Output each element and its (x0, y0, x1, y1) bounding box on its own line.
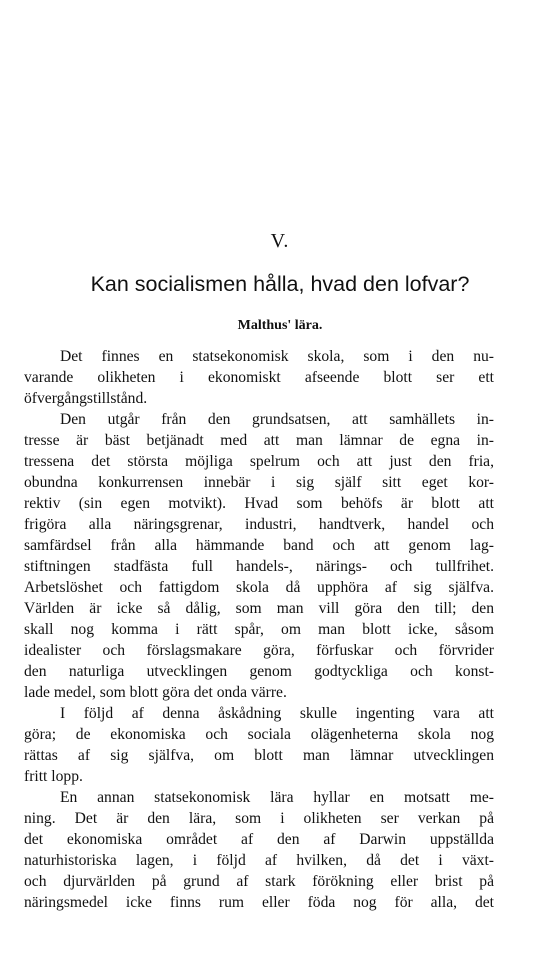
text-line: stiftningen stadfästa full handels-, närings- och tullfrihet. (24, 558, 494, 575)
text-line: ning. Det är den lära, som i olikheten ser verkan på (24, 810, 494, 827)
text-line: Det finnes en statsekonomisk skola, som i den nu- (60, 348, 494, 365)
text-line: tresse är bäst betjänadt med att man lämnar de egna in- (24, 432, 494, 449)
text-line: Världen är icke så dålig, som man vill göra den till; den (24, 600, 494, 617)
text-line: Den utgår från den grundsatsen, att samhällets in- (60, 411, 494, 428)
chapter-title: Kan socialismen hålla, hvad den lofvar? (90, 272, 470, 296)
section-heading: Malthus' lära. (237, 318, 323, 333)
text-line: naturhistoriska lagen, i följd af hvilken, då det i växt- (24, 852, 494, 869)
text-line: frigöra alla näringsgrenar, industri, handtverk, handel och (24, 516, 494, 533)
text-line: En annan statsekonomisk lära hyllar en motsatt me- (60, 789, 494, 806)
text-line: tressena det största möjliga spelrum och att just den fria, (24, 453, 494, 470)
body-text (24, 346, 494, 913)
text-line: den naturliga utvecklingen genom godtyckliga och konst- (24, 663, 494, 680)
text-line: rättas af sig själfva, om blott man lämnar utvecklingen (24, 747, 494, 764)
text-line: Arbetslöshet och fattigdom skola då upphöra af sig själfva. (24, 579, 494, 596)
text-line: öfvergångstillstånd. (24, 390, 148, 407)
text-line: idealister och förslagsmakare göra, förfuskar och förvrider (24, 642, 494, 659)
text-line: rektiv (sin egen motvikt). Hvad som behöfs är blott att (24, 495, 494, 512)
text-line: det ekonomiska området af den af Darwin uppställda (24, 831, 494, 848)
text-line: göra; de ekonomiska och sociala olägenheterna skola nog (24, 726, 494, 743)
text-line: näringsmedel icke finns rum eller föda nog för alla, det (24, 894, 494, 911)
text-line: samfärdsel från alla hämmande band och att genom lag- (24, 537, 494, 554)
text-line: I följd af denna åskådning skulle ingenting vara att (60, 705, 494, 722)
text-line: skall nog komma i rätt spår, om man blott icke, såsom (24, 621, 494, 638)
text-line: lade medel, som blott göra det onda värre. (24, 684, 287, 701)
text-line: och djurvärlden på grund af stark förökning eller brist på (24, 873, 494, 890)
chapter-number: V. (270, 230, 290, 252)
text-line: varande olikheten i ekonomiskt afseende blott ser ett (24, 369, 494, 386)
text-line: fritt lopp. (24, 768, 83, 785)
text-line: obundna konkurrensen innebär i sig själf sitt eget kor- (24, 474, 494, 491)
